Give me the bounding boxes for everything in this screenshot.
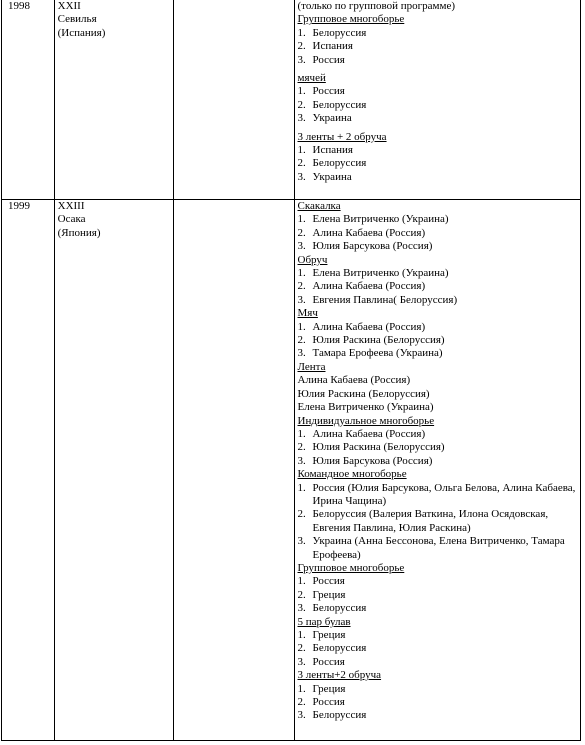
place-text: Украина — [312, 170, 352, 183]
list-item — [298, 227, 580, 240]
placing-list — [298, 144, 580, 184]
event-title: Скакалка — [297, 200, 341, 212]
event-section — [298, 307, 580, 361]
place-number: 3. — [297, 240, 306, 253]
place-text: Россия — [312, 696, 345, 709]
place-text: Белоруссия — [312, 642, 367, 655]
place-text: Белоруссия — [312, 602, 367, 615]
event-section — [298, 254, 580, 308]
list-item — [298, 99, 580, 112]
event-title: мячей — [297, 72, 326, 85]
list-item — [298, 709, 580, 722]
list-item — [298, 144, 580, 157]
place-number: 1. — [297, 427, 306, 440]
event-section — [298, 468, 580, 562]
results-cell — [294, 200, 580, 741]
games-number: XXII — [57, 0, 81, 12]
list-item — [298, 213, 580, 226]
country-name: (Япония) — [57, 226, 101, 239]
list-item — [298, 589, 580, 602]
results-sections — [298, 200, 580, 723]
place-text: Юлия Барсукова (Россия) — [312, 240, 433, 253]
empty-cell — [174, 200, 294, 741]
place-number: 3. — [297, 170, 306, 183]
venue-cell — [54, 0, 173, 200]
place-text: Белоруссия — [312, 98, 367, 111]
event-section — [298, 72, 580, 126]
place-text: Украина — [312, 112, 352, 125]
list-item — [298, 482, 580, 509]
event-title: 5 пар булав — [297, 615, 351, 628]
list-item — [298, 656, 580, 669]
placing-list — [298, 575, 580, 615]
place-number: 1. — [297, 213, 306, 226]
list-item — [298, 535, 580, 562]
placing-list — [298, 85, 580, 125]
list-item — [298, 642, 580, 655]
placing-list — [298, 267, 580, 307]
country-name: (Испания) — [57, 26, 106, 39]
place-text: Белоруссия (Валерия Ваткина, Илона Осядовская, Евгения Павлина, Юлия Раскина) — [312, 508, 549, 534]
place-number: 2. — [297, 508, 306, 521]
event-section — [298, 13, 580, 67]
table-row — [2, 0, 581, 200]
place-number: 3. — [297, 53, 306, 66]
event-title: Обруч — [297, 253, 328, 266]
place-number: 2. — [297, 334, 306, 347]
list-item — [298, 334, 580, 347]
event-title: Лента — [297, 360, 326, 373]
place-text: Юлия Раскина (Белоруссия) — [312, 334, 445, 347]
event-title: Мяч — [297, 307, 318, 320]
results-sections — [298, 13, 580, 184]
list-item: Елена Витриченко (Украина) — [297, 401, 434, 414]
place-text: Греция — [312, 588, 346, 601]
place-number: 1. — [297, 85, 306, 98]
list-item — [298, 629, 580, 642]
list-item — [298, 27, 580, 40]
list-item — [298, 347, 580, 360]
place-text: Белоруссия — [312, 26, 367, 39]
event-section — [298, 415, 580, 469]
results-table — [1, 0, 581, 741]
place-number: 3. — [297, 602, 306, 615]
list-item — [298, 171, 580, 184]
place-text: Тамара Ерофеева (Украина) — [312, 347, 443, 360]
place-number: 3. — [297, 535, 306, 548]
list-item — [298, 85, 580, 98]
list-item: Юлия Раскина (Белоруссия) — [297, 387, 430, 400]
place-number: 2. — [297, 40, 306, 53]
place-number: 3. — [297, 293, 306, 306]
list-item: Алина Кабаева (Россия) — [297, 374, 411, 387]
list-item — [298, 40, 580, 53]
place-text: Алина Кабаева (Россия) — [312, 320, 426, 333]
year-cell — [2, 200, 55, 741]
table-row — [2, 200, 581, 741]
place-text: Евгения Павлина( Белоруссия) — [312, 293, 458, 306]
place-number: 1. — [297, 481, 306, 494]
event-section — [298, 361, 580, 415]
placing-list — [298, 428, 580, 468]
place-text: Алина Кабаева (Россия) — [312, 280, 426, 293]
place-number: 2. — [297, 696, 306, 709]
place-number: 1. — [297, 26, 306, 39]
place-text: Испания — [312, 144, 353, 157]
place-text: Россия — [312, 575, 345, 588]
place-text: Украина (Анна Бессонова, Елена Витриченко, Тамара Ерофеева) — [312, 535, 565, 561]
place-number: 2. — [297, 98, 306, 111]
event-section — [298, 200, 580, 254]
list-item — [298, 157, 580, 170]
list-item — [298, 575, 580, 588]
place-text: Россия — [312, 53, 345, 66]
place-number: 1. — [297, 629, 306, 641]
event-section — [298, 669, 580, 723]
place-text: Испания — [312, 40, 353, 53]
results-cell — [294, 0, 580, 200]
place-number: 2. — [297, 280, 306, 293]
place-number: 2. — [297, 588, 306, 601]
list-item — [298, 112, 580, 125]
city-name: Севилья — [57, 13, 97, 26]
games-number: XXIII — [57, 200, 85, 212]
list-item — [298, 428, 580, 441]
event-title: Групповое многоборье — [297, 13, 405, 26]
year-text: 1998 — [8, 0, 30, 12]
place-number: 2. — [297, 441, 306, 454]
place-text: Елена Витриченко (Украина) — [312, 213, 449, 226]
list-item — [298, 683, 580, 696]
place-text: Россия — [312, 85, 345, 98]
place-number: 2. — [297, 642, 306, 655]
place-text: Юлия Барсукова (Россия) — [312, 454, 433, 467]
placing-list — [298, 27, 580, 67]
place-number: 2. — [297, 226, 306, 239]
place-text: Россия (Юлия Барсукова, Ольга Белова, Алина Кабаева, Ирина Чащина) — [312, 481, 576, 507]
place-number: 3. — [297, 454, 306, 467]
placing-list — [298, 683, 580, 723]
list-item — [298, 321, 580, 334]
place-text: Греция — [312, 682, 346, 695]
event-title: Индивидуальное многоборье — [297, 414, 435, 427]
place-text: Юлия Раскина (Белоруссия) — [312, 441, 445, 454]
place-number: 3. — [297, 709, 306, 722]
list-item — [298, 441, 580, 454]
place-text: Белоруссия — [312, 709, 367, 722]
place-text: Греция — [312, 629, 346, 641]
event-title: 3 ленты + 2 обруча — [297, 130, 387, 143]
list-item — [298, 508, 580, 535]
list-item — [298, 54, 580, 67]
place-text: Елена Витриченко (Украина) — [312, 267, 449, 280]
list-item — [298, 602, 580, 615]
city-name: Осака — [57, 213, 86, 226]
placing-list — [298, 321, 580, 361]
list-item — [298, 294, 580, 307]
event-section — [298, 562, 580, 616]
list-item — [298, 696, 580, 709]
event-section — [298, 616, 580, 670]
place-text: Белоруссия — [312, 157, 367, 170]
event-title: Командное многоборье — [297, 468, 407, 481]
placing-list — [298, 482, 580, 562]
list-item — [298, 455, 580, 468]
place-number: 1. — [297, 267, 306, 280]
place-number: 1. — [297, 575, 306, 588]
year-cell — [2, 0, 55, 200]
place-text: Алина Кабаева (Россия) — [312, 226, 426, 239]
event-title: Групповое многоборье — [297, 561, 405, 574]
place-number: 1. — [297, 320, 306, 333]
placing-list — [298, 213, 580, 253]
event-section — [298, 131, 580, 185]
placing-list — [298, 629, 580, 669]
program-note: (только по групповой программе) — [297, 0, 456, 12]
place-text: Россия — [312, 655, 345, 668]
place-number: 2. — [297, 157, 306, 170]
venue-cell — [54, 200, 173, 741]
place-number: 1. — [297, 682, 306, 695]
place-number: 1. — [297, 144, 306, 157]
list-item — [298, 267, 580, 280]
empty-cell — [174, 0, 294, 200]
place-number: 3. — [297, 112, 306, 125]
place-number: 3. — [297, 655, 306, 668]
year-text: 1999 — [8, 200, 30, 212]
place-text: Алина Кабаева (Россия) — [312, 427, 426, 440]
place-number: 3. — [297, 347, 306, 360]
event-title: 3 ленты+2 обруча — [297, 669, 382, 682]
list-item — [298, 280, 580, 293]
list-item — [298, 240, 580, 253]
